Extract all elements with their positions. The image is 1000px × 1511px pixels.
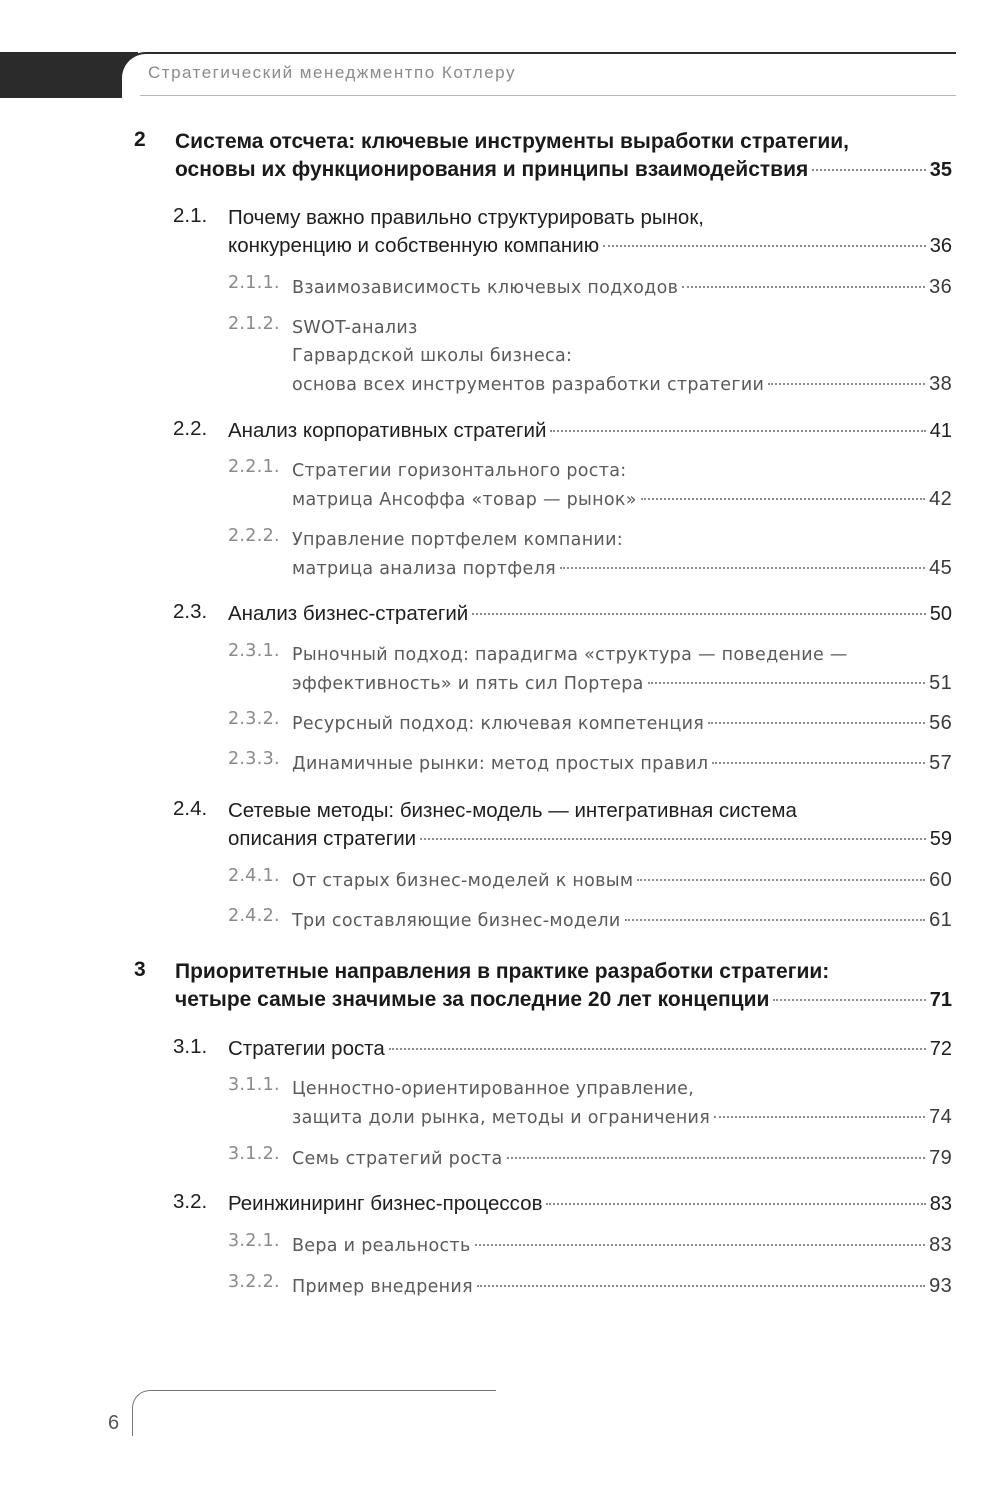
toc-number: 2.2.	[173, 417, 208, 440]
toc-number: 2.3.2.	[228, 709, 280, 729]
toc-number: 3.2.1.	[228, 1231, 280, 1251]
toc-title-line: Ресурсный подход: ключевая компетенция	[292, 714, 705, 734]
toc-title-line: матрица анализа портфеля	[292, 559, 556, 579]
toc-title-line: Реинжиниринг бизнес-процессов	[228, 1192, 543, 1215]
toc-page-number: 93	[929, 1275, 952, 1297]
toc-number: 2.1.1.	[228, 273, 280, 293]
leader-dots	[389, 1048, 926, 1050]
toc-title-line: Приоритетные направления в практике разработки стратегии:	[175, 960, 830, 983]
toc-title-line: Стратегии горизонтального роста:	[292, 461, 627, 481]
leader-dots	[420, 838, 926, 840]
footer-rule	[150, 1390, 496, 1391]
toc-title-line: Анализ корпоративных стратегий	[228, 419, 547, 442]
toc-title-line: Анализ бизнес-стратегий	[228, 602, 469, 625]
toc-page-number: 79	[929, 1147, 952, 1169]
toc-title-line: Гарвардской школы бизнеса:	[292, 346, 573, 366]
toc-number: 3	[134, 958, 146, 981]
leader-dots	[477, 1285, 925, 1287]
toc-page-number: 56	[929, 712, 952, 734]
toc-number: 2.3.3.	[228, 749, 280, 769]
toc-title-line: основы их функционирования и принципы взаимодействия	[175, 158, 809, 181]
toc-page-number: 38	[929, 373, 952, 395]
toc-title-line: эффективность» и пять сил Портера	[292, 674, 644, 694]
leader-dots	[712, 762, 925, 764]
toc-number: 3.2.2.	[228, 1272, 280, 1292]
toc-number: 3.2.	[173, 1190, 208, 1213]
toc-title-line: защита доли рынка, методы и ограничения	[292, 1108, 711, 1128]
toc-title-line: Система отсчета: ключевые инструменты выработки стратегии,	[175, 130, 849, 153]
toc-number: 2.4.1.	[228, 866, 280, 886]
toc-page-number: 35	[929, 159, 952, 181]
toc-page-number: 60	[929, 869, 952, 891]
toc-title-line: основа всех инструментов разработки стратегии	[292, 375, 765, 395]
page-number: 6	[108, 1412, 120, 1434]
leader-dots	[560, 567, 925, 569]
toc-number: 3.1.1.	[228, 1075, 280, 1095]
toc-title-line: Рыночный подход: парадигма «структура — поведение —	[292, 645, 848, 665]
leader-dots	[773, 999, 925, 1001]
leader-dots	[546, 1203, 925, 1205]
toc-title-line: Вера и реальность	[292, 1236, 471, 1256]
toc-title-line: Сетевые методы: бизнес-модель — интегративная система	[228, 799, 797, 822]
leader-dots	[648, 682, 925, 684]
toc-page-number: 41	[929, 420, 952, 442]
toc-page-number: 36	[929, 276, 952, 298]
toc-number: 2.4.	[173, 797, 208, 820]
toc-title-line: Пример внедрения	[292, 1277, 473, 1297]
toc-page-number: 51	[929, 672, 952, 694]
footer-curve	[132, 1390, 162, 1436]
toc-title-line: SWOT-анализ	[292, 318, 418, 338]
toc-number: 2.3.1.	[228, 641, 280, 661]
toc-page-number: 59	[929, 828, 952, 850]
leader-dots	[682, 286, 925, 288]
toc-title-line: Ценностно-ориентированное управление,	[292, 1079, 695, 1099]
leader-dots	[637, 879, 925, 881]
toc-page-number: 83	[929, 1193, 952, 1215]
toc-title-line: Управление портфелем компании:	[292, 530, 623, 550]
leader-dots	[812, 169, 925, 171]
toc-number: 3.1.2.	[228, 1144, 280, 1164]
toc-title-line: Взаимозависимость ключевых подходов	[292, 278, 679, 298]
toc-title-line: Три составляющие бизнес-модели	[292, 911, 621, 931]
toc-page-number: 36	[929, 235, 952, 257]
toc-page-number: 42	[929, 488, 952, 510]
toc-title-line: матрица Ансоффа «товар — рынок»	[292, 490, 637, 510]
toc-title-line: От старых бизнес-моделей к новым	[292, 871, 634, 891]
leader-dots	[768, 383, 925, 385]
toc-page-number: 72	[929, 1038, 952, 1060]
leader-dots	[475, 1244, 926, 1246]
leader-dots	[507, 1157, 926, 1159]
toc-title-line: Динамичные рынки: метод простых правил	[292, 754, 709, 774]
toc-page-number: 50	[929, 603, 952, 625]
toc-number: 2.1.	[173, 204, 208, 227]
leader-dots	[625, 919, 926, 921]
toc-page-number: 45	[929, 557, 952, 579]
toc-title-line: Почему важно правильно структурировать рынок,	[228, 206, 704, 229]
toc-number: 2.2.2.	[228, 526, 280, 546]
toc-title-line: описания стратегии	[228, 827, 417, 850]
leader-dots	[603, 245, 926, 247]
toc-number: 2.4.2.	[228, 906, 280, 926]
leader-dots	[550, 430, 925, 432]
toc-number: 3.1.	[173, 1035, 208, 1058]
toc-page-number: 71	[929, 989, 952, 1011]
toc-number: 2	[134, 128, 146, 151]
leader-dots	[472, 613, 926, 615]
leader-dots	[641, 498, 925, 500]
toc-page-number: 83	[929, 1234, 952, 1256]
toc-title-line: конкуренцию и собственную компанию	[228, 234, 600, 257]
toc-page-number: 74	[929, 1106, 952, 1128]
toc-page-number: 61	[929, 909, 952, 931]
toc-title-line: Стратегии роста	[228, 1037, 385, 1060]
leader-dots	[708, 722, 925, 724]
leader-dots	[714, 1116, 925, 1118]
toc-number: 2.3.	[173, 600, 208, 623]
toc-number: 2.2.1.	[228, 457, 280, 477]
running-header-title: Стратегический менеджментпо Котлеру	[148, 63, 516, 82]
toc-number: 2.1.2.	[228, 314, 280, 334]
toc-title-line: Семь стратегий роста	[292, 1149, 503, 1169]
toc-page-number: 57	[929, 752, 952, 774]
toc-title-line: четыре самые значимые за последние 20 лет концепции	[175, 988, 770, 1011]
